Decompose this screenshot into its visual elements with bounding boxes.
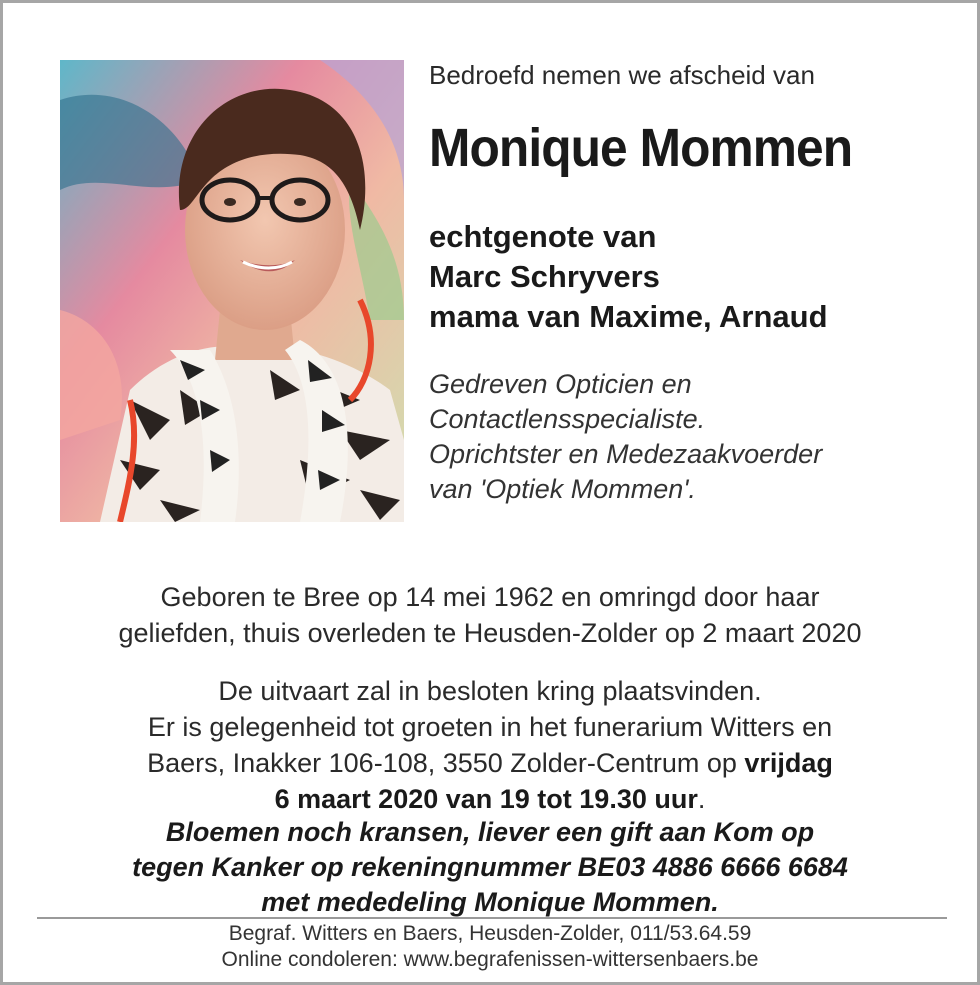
bio-line: Oprichtster en Medezaakvoerder [429,439,823,469]
funeral-date-time: 6 maart 2020 van 19 tot 19.30 uur [274,784,698,814]
flowers-line: met mededeling Monique Mommen. [261,887,719,917]
birth-death-text [23,579,957,651]
flowers-line: Bloemen noch kransen, liever een gift aan Kom op [165,817,815,847]
relations [429,217,959,337]
relation-line: echtgenote van [429,219,657,254]
bio-line: van 'Optiek Mommen'. [429,474,696,504]
funeral-line [23,745,957,781]
deceased-name: Monique Mommen [429,118,853,178]
bio-line: Gedreven Opticien en [429,369,692,399]
relation-line: Marc Schryvers [429,259,660,294]
funeral-line: De uitvaart zal in besloten kring plaatsvinden. [218,676,762,706]
footer-undertaker: Begraf. Witters en Baers, Heusden-Zolder, 011/53.64.59 [228,922,752,945]
funeral-day: vrijdag [744,748,833,778]
funeral-address: Baers, Inakker 106-108, 3550 Zolder-Centrum op [147,748,745,778]
portrait-photo [60,60,404,522]
header-block [429,55,959,507]
intro-text: Bedroefd nemen we afscheid van [429,60,815,90]
bio-line: Contactlensspecialiste. [429,404,706,434]
footer-condolence-link[interactable]: Online condoleren: www.begrafenissen-wittersenbaers.be [221,948,759,971]
born-line: Geboren te Bree op 14 mei 1962 en omringd door haar [160,582,820,612]
footer-divider [37,917,947,919]
flowers-request [23,815,957,920]
footer [23,921,957,973]
funeral-info [23,673,957,817]
born-line: geliefden, thuis overleden te Heusden-Zolder op 2 maart 2020 [118,618,862,648]
bio [429,367,959,507]
relation-line: mama van Maxime, Arnaud [429,299,828,334]
funeral-line: Er is gelegenheid tot groeten in het funerarium Witters en [147,712,833,742]
funeral-line [23,781,957,817]
flowers-line: tegen Kanker op rekeningnummer BE03 4886 6666 6684 [132,852,848,882]
funeral-period: . [697,784,706,814]
